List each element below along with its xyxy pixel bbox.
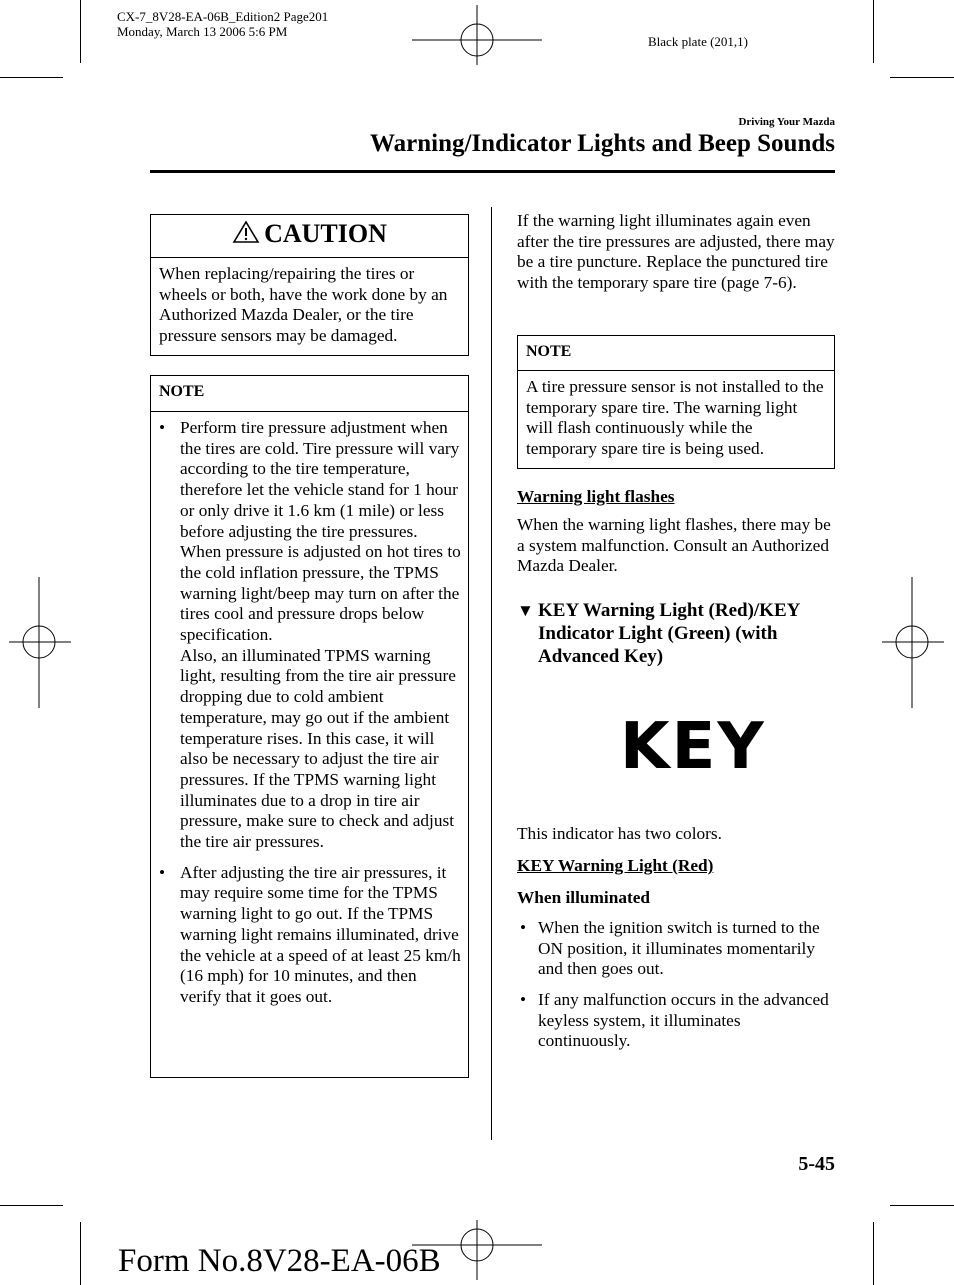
section-label: Driving Your Mazda: [738, 116, 835, 128]
caution-header: [151, 215, 468, 258]
warning-triangle-icon: [232, 220, 260, 244]
crop-mark: [80, 0, 81, 63]
crop-mark: [890, 77, 954, 78]
crop-mark: [0, 1205, 63, 1206]
note-heading: NOTE: [526, 343, 572, 360]
note-box: [150, 375, 469, 1078]
list-item-text: When the ignition switch is turned to the ON position, it illuminates momentarily and then goes out.: [538, 918, 820, 979]
key-indicator-icon: KEY: [620, 710, 766, 784]
note-bullet: [151, 412, 468, 853]
list-item-text: If any malfunction occurs in the advanced keyless system, it illuminates continuously.: [538, 990, 829, 1051]
page-title: Warning/Indicator Lights and Beep Sounds: [370, 130, 835, 157]
note-bullet: [151, 853, 468, 1008]
caution-box: [150, 214, 469, 356]
paragraph: When the warning light flashes, there may be a system malfunction. Consult an Authorized Mazda Dealer.: [517, 515, 831, 576]
note-heading: NOTE: [159, 383, 205, 400]
note-box: [517, 335, 835, 469]
registration-mark-icon: [410, 0, 544, 70]
column-divider: [491, 207, 492, 1140]
bullet-icon: •: [520, 990, 527, 1009]
bullet-icon: •: [159, 862, 166, 882]
note-header: [151, 376, 468, 412]
subheading: Warning light flashes: [517, 487, 675, 506]
crop-mark: [873, 0, 874, 63]
subheading: KEY Warning Light (Red): [517, 856, 714, 875]
plate-label: Black plate (201,1): [648, 34, 748, 49]
triangle-down-icon: ▼: [517, 601, 534, 620]
note-header: [518, 336, 834, 371]
note-bullet-text: Also, an illuminated TPMS warning light, resulting from the tire air pressure dropping due to cold ambient temperature, may go out if the ambient temperature rises. In this case, it will also be necessary to adjust the tire air pressures. If the TPMS warning light illuminates due to a drop in tire air pressure, make sure to check and adjust the tire air pressures.: [180, 645, 456, 852]
section-heading-text: KEY Warning Light (Red)/KEY Indicator Light (Green) (with Advanced Key): [538, 600, 800, 667]
note-bullet-text: Perform tire pressure adjustment when the tires are cold. Tire pressure will vary according to the tire temperature, therefore let the vehicle stand for 1 hour or only drive it 1.6 km (1 mile) or less before adjusting the tire pressures. When pressure is adjusted on hot tires to the cold inflation pressure, the TPMS warning light/beep may turn on after the tires cool and pressure drops below specification.: [180, 418, 461, 645]
bullet-icon: •: [520, 918, 527, 937]
bullet-icon: •: [159, 418, 166, 437]
print-slug-line1: CX-7_8V28-EA-06B_Edition2 Page201: [117, 9, 329, 24]
print-slug-line2: Monday, March 13 2006 5:6 PM: [117, 24, 288, 39]
section-heading: [517, 599, 835, 668]
page-number: 5-45: [798, 1153, 835, 1175]
list-item: [517, 918, 837, 980]
list-item: [517, 990, 837, 1052]
crop-mark: [890, 1205, 954, 1206]
crop-mark: [80, 1222, 81, 1285]
crop-mark: [0, 77, 63, 78]
caution-text: When replacing/repairing the tires or wheels or both, have the work done by an Authorized Mazda Dealer, or the tire pressure sensors may be damaged.: [159, 264, 448, 346]
crop-mark: [873, 1222, 874, 1285]
form-number: Form No.8V28-EA-06B: [118, 1243, 441, 1279]
note-text: A tire pressure sensor is not installed to the temporary spare tire. The warning light will flash continuously while the temporary spare tire is being used.: [526, 377, 824, 459]
note-bullet-text: After adjusting the tire air pressures, it may require some time for the TPMS warning light to go out. If the TPMS warning light remains illuminated, drive the vehicle at a speed of at least 25 km/h (16 mph) for 10 minutes, and then verify that it goes out.: [180, 862, 461, 1006]
registration-mark-icon: [5, 575, 75, 710]
paragraph: If the warning light illuminates again even after the tire pressures are adjusted, there may be a tire puncture. Replace the punctured tire with the temporary spare tire (page 7-6).: [517, 211, 835, 293]
registration-mark-icon: [878, 575, 948, 710]
subheading: When illuminated: [517, 888, 650, 907]
paragraph: This indicator has two colors.: [517, 824, 722, 843]
print-slug: [117, 9, 328, 39]
caution-heading: CAUTION: [264, 219, 387, 248]
header-rule: [150, 170, 835, 173]
